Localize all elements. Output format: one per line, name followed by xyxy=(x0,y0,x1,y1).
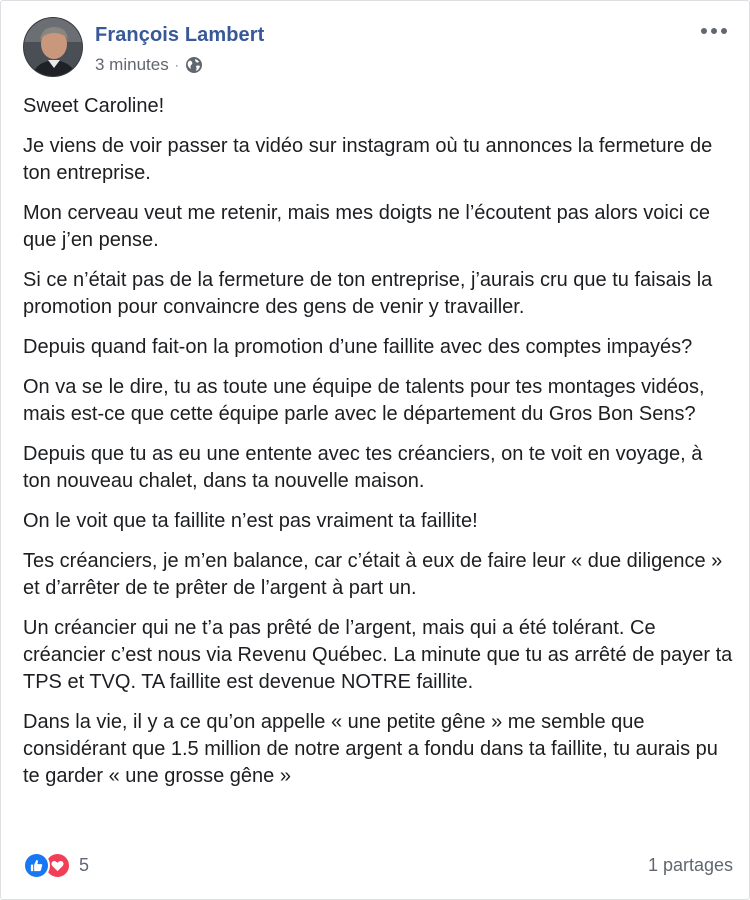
post-footer xyxy=(23,849,733,881)
dot-icon xyxy=(711,28,717,34)
share-count[interactable]: 1 partages xyxy=(647,854,733,875)
reactions-summary[interactable] xyxy=(23,852,89,879)
post-paragraph: Mon cerveau veut me retenir, mais mes doigts ne l’écoutent pas alors voici ce que j’en pense. xyxy=(23,202,710,251)
profile-photo-icon xyxy=(24,18,83,77)
post-paragraph: Dans la vie, il y a ce qu’on appelle « une petite gêne » me semble que considérant que 1.5 million de notre argent a fondu dans ta faillite, tu aurais pu te garder « une grosse gêne » xyxy=(23,711,718,787)
post-timestamp[interactable]: 3 minutes xyxy=(95,55,169,74)
avatar[interactable] xyxy=(23,17,83,77)
post-paragraph: Un créancier qui ne t’a pas prêté de l’argent, mais qui a été tolérant. Ce créancier c’est nous via Revenu Québec. La minute que tu as arrêté de payer ta TPS et TVQ. TA faillite est devenue NOTRE faillite. xyxy=(23,617,733,693)
post-header xyxy=(23,17,729,81)
reaction-count: 5 xyxy=(79,854,90,875)
dot-icon xyxy=(701,28,707,34)
post-paragraph: Tes créanciers, je m’en balance, car c’était à eux de faire leur « due diligence » et d’arrêter de te prêter de l’argent à part un. xyxy=(23,550,723,599)
post-paragraph: On va se le dire, tu as toute une équipe de talents pour tes montages vidéos, mais est-ce que cette équipe parle avec le département du Gros Bon Sens? xyxy=(23,376,705,425)
dot-icon xyxy=(721,28,727,34)
like-icon xyxy=(23,852,50,879)
post-paragraph: Je viens de voir passer ta vidéo sur instagram où tu annonces la fermeture de ton entreprise. xyxy=(23,135,713,184)
globe-icon[interactable] xyxy=(185,56,203,74)
post-text xyxy=(23,93,735,803)
post-meta xyxy=(95,55,203,75)
post-paragraph: Si ce n’était pas de la fermeture de ton entreprise, j’aurais cru que tu faisais la promotion pour convaincre des gens de venir y travailler. xyxy=(23,269,713,318)
post-paragraph: Depuis que tu as eu une entente avec tes créanciers, on te voit en voyage, à ton nouveau chalet, dans ta nouvelle maison. xyxy=(23,443,703,492)
post-paragraph: On le voit que ta faillite n’est pas vraiment ta faillite! xyxy=(23,510,478,532)
more-options-icon[interactable] xyxy=(699,19,729,43)
author-name[interactable]: François Lambert xyxy=(95,24,265,46)
post-paragraph: Depuis quand fait-on la promotion d’une faillite avec des comptes impayés? xyxy=(23,336,693,358)
post-paragraph: Sweet Caroline! xyxy=(23,95,165,117)
meta-separator: · xyxy=(174,58,179,72)
